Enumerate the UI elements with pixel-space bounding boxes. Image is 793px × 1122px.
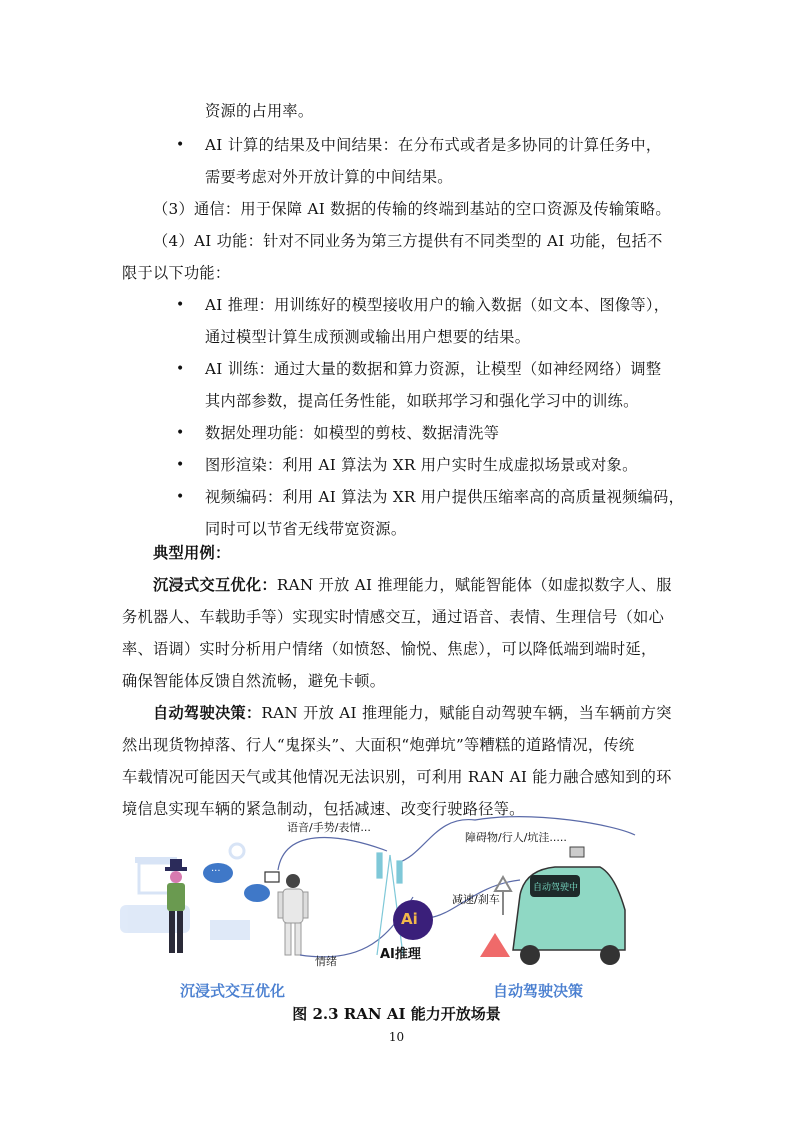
paragraph-line: 资源的占用率。 — [205, 102, 314, 120]
bullet-icon: • — [176, 489, 185, 505]
camera-icon — [265, 872, 279, 882]
label-obstacles: 障碍物/行人/坑洼..... — [465, 831, 567, 844]
car-screen-text: 自动驾驶中 — [533, 883, 579, 893]
paragraph-line: 数据处理功能：如模型的剪枝、数据清洗等 — [205, 424, 500, 442]
use-case-title: 沉浸式交互优化： — [153, 576, 277, 594]
bullet-icon: • — [176, 425, 185, 441]
figure-caption: 图 2.3 RAN AI 能力开放场景 — [292, 1005, 501, 1023]
paragraph-line: 务机器人、车载助手等）实现实时情感交互，通过语音、表情、生理信号（如心 — [122, 608, 665, 626]
paragraph-line: 其内部参数，提高任务性能，如联邦学习和强化学习中的训练。 — [205, 392, 639, 410]
paragraph-line: 同时可以节省无线带宽资源。 — [205, 520, 407, 538]
paragraph-line: 然出现货物掉落、行人“鬼探头”、大面积“炮弹坑”等糟糕的道路情况，传统 — [122, 736, 635, 754]
paragraph-line: 需要考虑对外开放计算的中间结果。 — [205, 168, 453, 186]
paragraph-line: 视频编码：利用 AI 算法为 XR 用户提供压缩率高的高质量视频编码， — [205, 488, 685, 506]
speech-dots: ... — [211, 863, 221, 874]
label-emotion: 情绪 — [315, 955, 337, 968]
use-case-text: RAN 开放 AI 推理能力，赋能自动驾驶车辆，当车辆前方突 — [261, 704, 672, 722]
figure-ran-ai-scenarios — [115, 815, 680, 1005]
bullet-icon: • — [176, 361, 185, 377]
label-voice-gesture: 语音/手势/表情... — [287, 821, 371, 834]
paragraph-line: 限于以下功能： — [122, 264, 231, 282]
scenario-illustration — [115, 815, 680, 1005]
bullet-icon: • — [176, 137, 185, 153]
section-heading: 典型用例： — [153, 544, 231, 562]
scenario-title-autodrive: 自动驾驶决策 — [493, 982, 584, 1000]
use-case-immersive — [153, 575, 672, 595]
paragraph-line: AI 计算的结果及中间结果：在分布式或者是多协同的计算任务中， — [205, 136, 662, 154]
warning-icon — [480, 933, 510, 957]
person-icon — [165, 859, 187, 953]
paragraph-line: 率、语调）实时分析用户情绪（如愤怒、愉悦、焦虑），可以降低端到端时延， — [122, 640, 657, 658]
page-number: 10 — [388, 1030, 405, 1044]
cell-tower-icon — [377, 853, 403, 955]
ai-badge-text: Ai — [401, 910, 418, 928]
paragraph-line: 确保智能体反馈自然流畅，避免卡顿。 — [122, 672, 386, 690]
paragraph-line: （4）AI 功能：针对不同业务为第三方提供有不同类型的 AI 功能，包括不 — [153, 232, 663, 250]
paragraph-line: AI 推理：用训练好的模型接收用户的输入数据（如文本、图像等）， — [205, 296, 670, 314]
paragraph-line: 通过模型计算生成预测或输出用户想要的结果。 — [205, 328, 531, 346]
label-ai-inference: AI推理 — [380, 947, 421, 962]
label-slowdown: 减速/刹车 — [452, 893, 500, 906]
use-case-title: 自动驾驶决策： — [153, 704, 262, 722]
road-sign-icon — [495, 877, 511, 891]
paragraph-line: 境信息实现车辆的紧急制动，包括减速、改变行驶路径等。 — [122, 800, 525, 818]
paragraph-line: 车载情况可能因天气或其他情况无法识别，可利用 RAN AI 能力融合感知到的环 — [122, 768, 672, 786]
use-case-text: RAN 开放 AI 推理能力，赋能智能体（如虚拟数字人、服 — [276, 576, 672, 594]
bullet-icon: • — [176, 457, 185, 473]
paragraph-line: 图形渲染：利用 AI 算法为 XR 用户实时生成虚拟场景或对象。 — [205, 456, 638, 474]
use-case-autodrive — [153, 703, 672, 723]
speech-bubble-icon — [244, 884, 270, 902]
paragraph-line: AI 训练：通过大量的数据和算力资源，让模型（如神经网络）调整 — [205, 360, 662, 378]
paragraph-line: （3）通信：用于保障 AI 数据的传输的终端到基站的空口资源及传输策略。 — [153, 200, 671, 218]
arrow-voice — [278, 837, 387, 870]
scenario-title-immersive: 沉浸式交互优化 — [180, 982, 286, 1000]
bullet-icon: • — [176, 297, 185, 313]
autonomous-car-icon — [513, 847, 625, 965]
robot-icon — [278, 874, 308, 955]
